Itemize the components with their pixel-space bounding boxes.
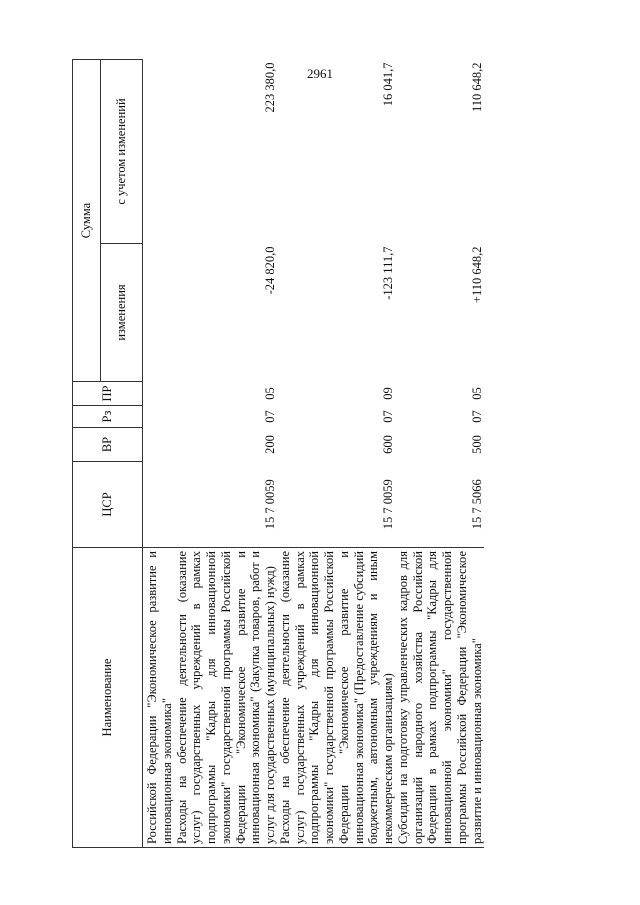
row-pr: 09 xyxy=(381,387,395,400)
row-change xyxy=(143,244,175,382)
row-csr xyxy=(143,462,175,548)
row-rz: 07 xyxy=(381,410,395,423)
page-number: 2961 xyxy=(307,66,333,81)
row-rz: 07 xyxy=(469,410,484,423)
row-vr: 500 xyxy=(469,435,484,454)
rotated-page xyxy=(72,60,608,848)
row-csr: 15 7 5066 xyxy=(469,479,484,530)
row-name: Расходы на обеспечение деятельности (оказание услуг) государственных учреждений в рамках подпрограммы "Кадры для инновационной экономики" государственной программы Российской Федерации "Экономическое развитие и инновационная экономика" (Закупка товаров, работ и услуг для государственных (муниципальных) нужд) xyxy=(175,548,278,848)
row-name: Субсидии на подготовку управленческих кадров для организаций народного хозяйства Российской Федерации в рамках подпрограммы "Кадры для инновационной экономики" государственной программы Российской Федерации "Экономическое развитие и инновационная экономика" xyxy=(396,548,485,848)
row-total: 110 648,2 xyxy=(469,62,484,113)
row-change: -24 820,0 xyxy=(263,246,277,295)
header-name: Наименование xyxy=(73,548,143,848)
row-rz: 07 xyxy=(263,410,277,423)
table-row xyxy=(396,60,485,848)
table-row xyxy=(175,60,278,848)
header-vr: ВР xyxy=(73,428,143,462)
row-name: Расходы на обеспечение деятельности (оказание услуг) государственных учреждений в рамках подпрограммы "Кадры для инновационной экономики" государственной программы Российской Федерации "Экономическое развитие и инновационная экономика" (Предоставление субсидий бюджетным, автономным учреждениям и иным некоммерческим организациям) xyxy=(278,548,396,848)
row-pr xyxy=(143,382,175,406)
row-total: 16 041,7 xyxy=(381,62,395,107)
row-total xyxy=(143,60,175,244)
table-row xyxy=(278,60,396,848)
row-pr: 05 xyxy=(469,387,484,400)
row-change: -123 111,7 xyxy=(381,246,395,300)
row-csr: 15 7 0059 xyxy=(381,479,395,530)
row-vr xyxy=(143,428,175,462)
row-vr: 600 xyxy=(381,435,395,454)
header-sum: Сумма xyxy=(73,60,101,382)
header-with-changes: с учетом изменений xyxy=(101,60,143,244)
table-row xyxy=(143,60,175,848)
row-rz xyxy=(143,406,175,428)
row-pr: 05 xyxy=(263,387,277,400)
row-csr: 15 7 0059 xyxy=(263,479,277,530)
row-name: Российской Федерации "Экономическое развитие и инновационная экономика" xyxy=(143,548,175,848)
row-vr: 200 xyxy=(263,435,277,454)
header-change: изменения xyxy=(101,244,143,382)
header-pr: ПР xyxy=(73,382,143,406)
header-csr: ЦСР xyxy=(73,462,143,548)
header-rz: Рз xyxy=(73,406,143,428)
row-change: +110 648,2 xyxy=(469,246,484,304)
budget-table xyxy=(72,59,484,848)
row-total: 223 380,0 xyxy=(263,62,277,113)
